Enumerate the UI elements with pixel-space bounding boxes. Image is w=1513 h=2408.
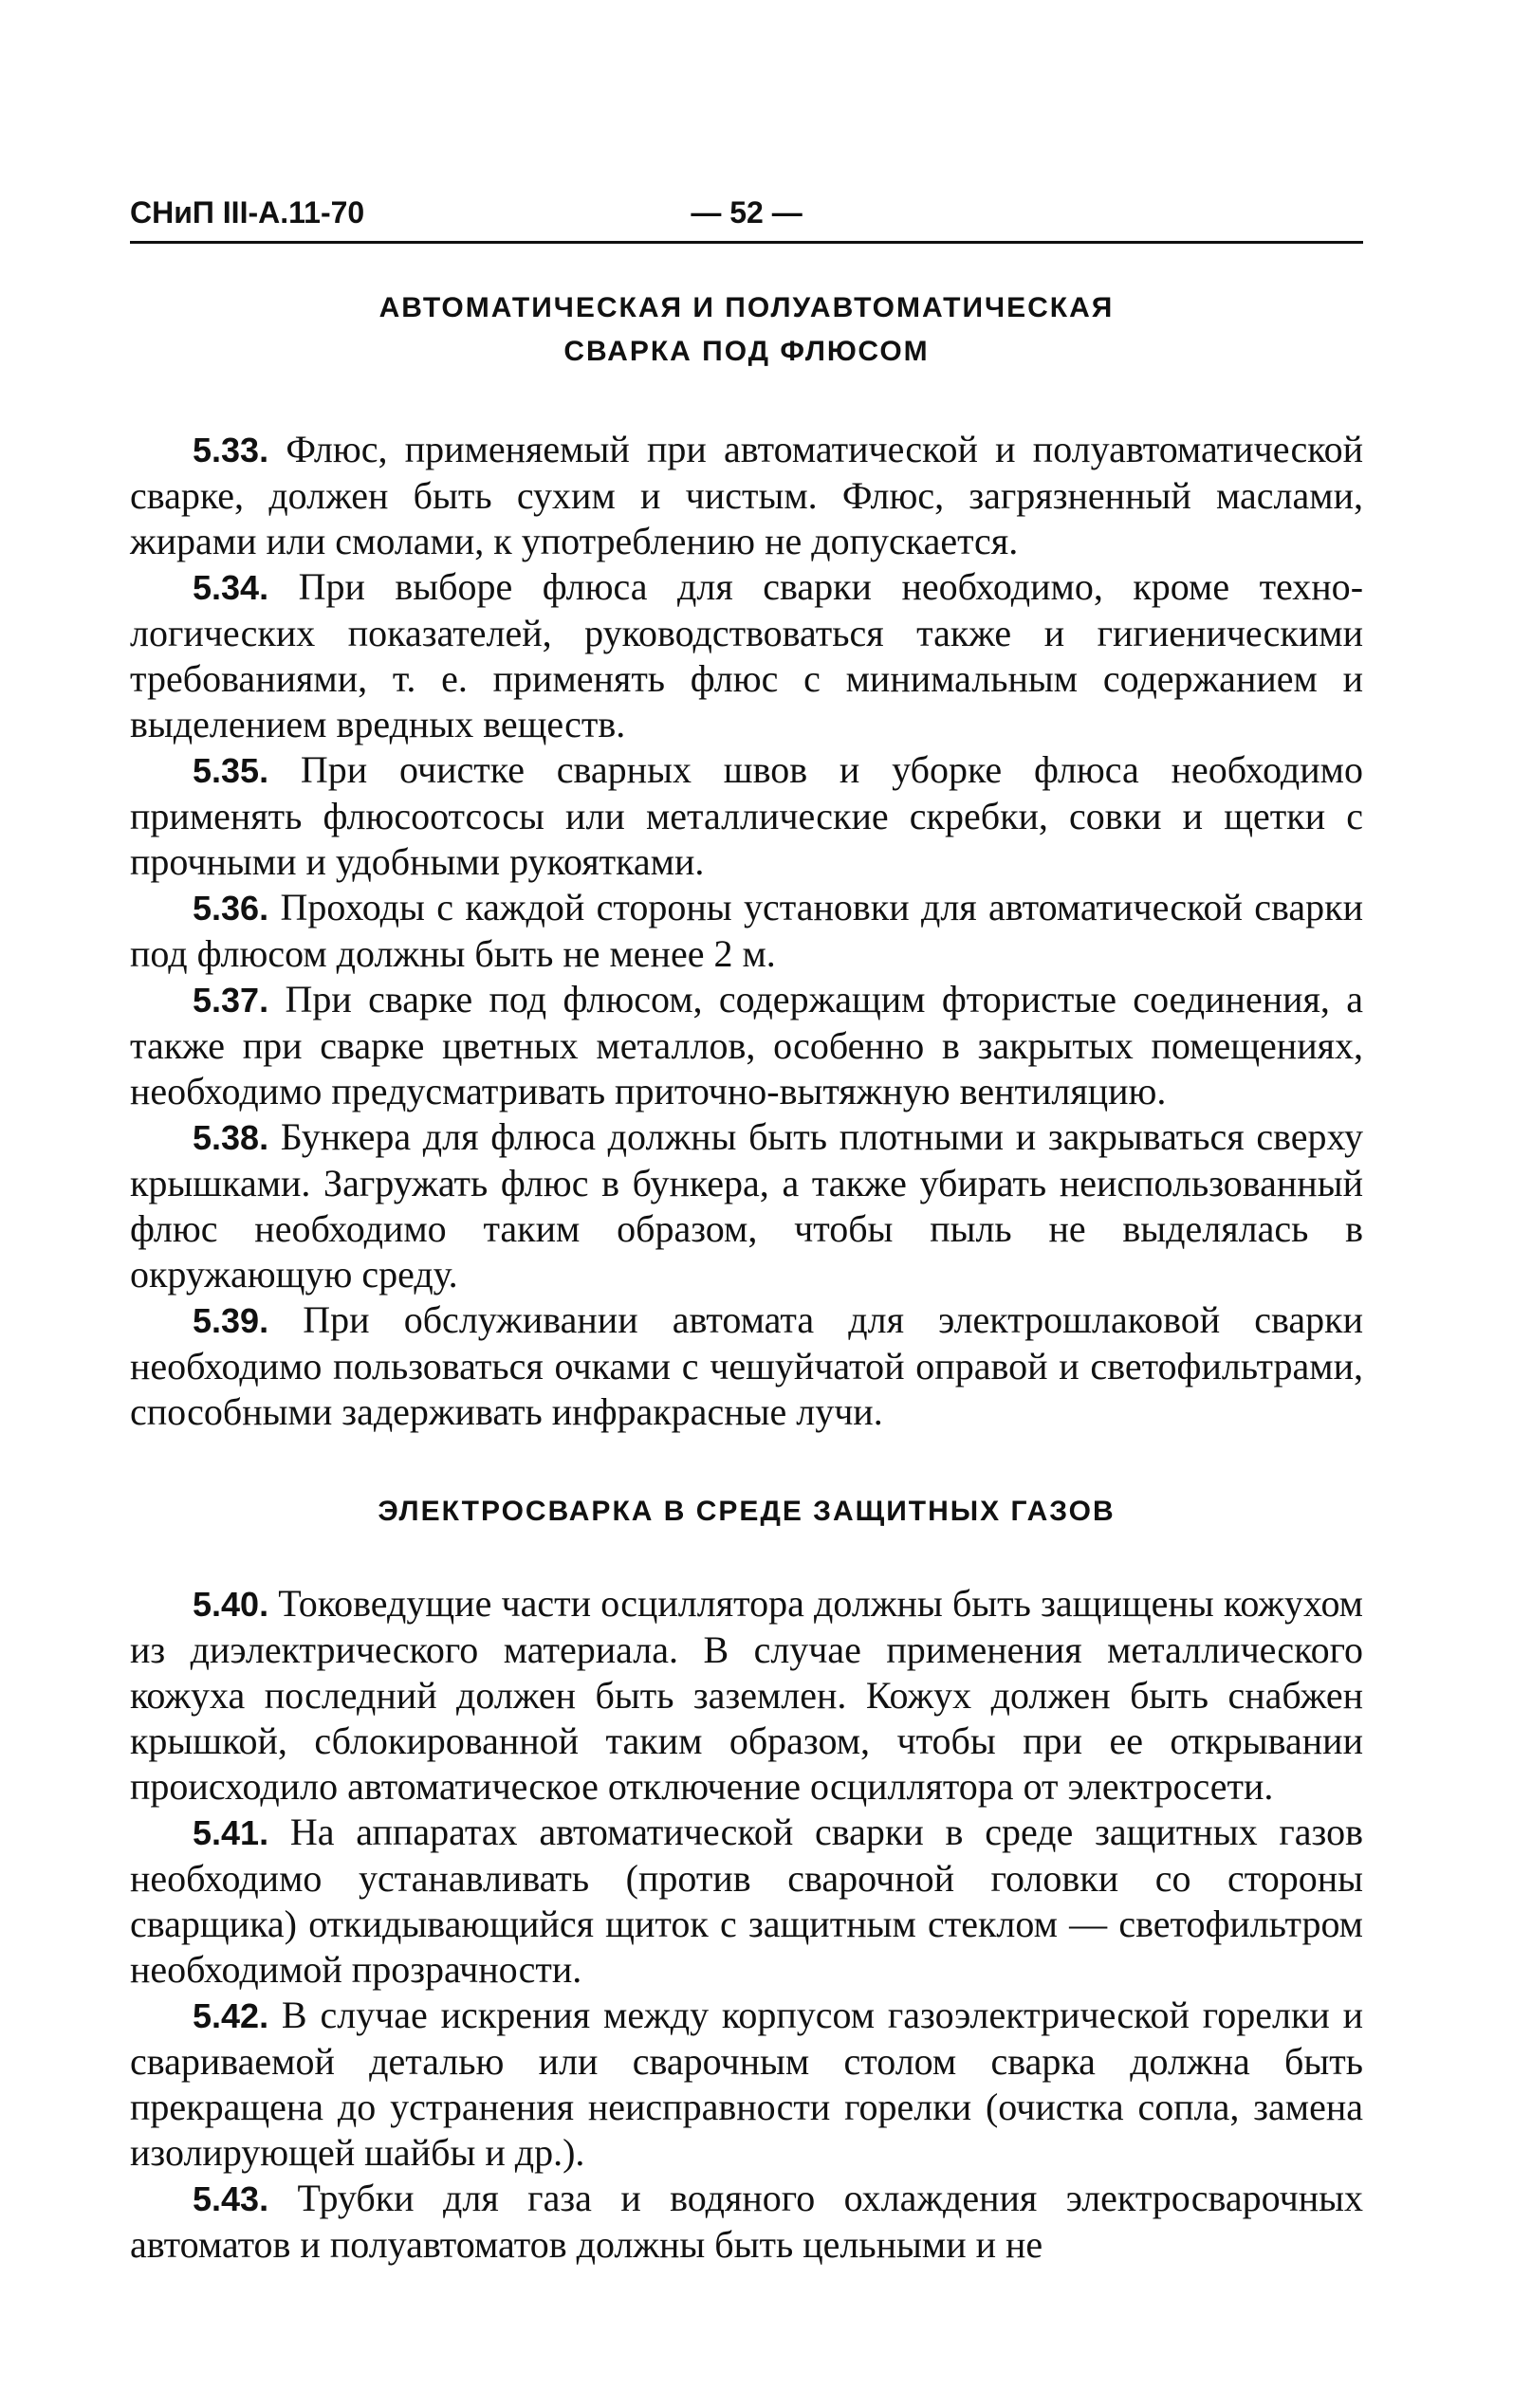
paragraph bbox=[130, 1810, 1363, 1993]
page-content bbox=[130, 275, 1363, 2268]
paragraph bbox=[130, 1993, 1363, 2176]
page-number: — 52 — bbox=[691, 195, 803, 230]
paragraph-number: 5.38. bbox=[193, 1118, 269, 1157]
paragraph-number: 5.42. bbox=[193, 1996, 269, 2035]
paragraph-text: Проходы с каждой стороны установки для автоматической сварки под флюсом должны быть не менее 2 м. bbox=[130, 886, 1363, 975]
paragraph-number: 5.41. bbox=[193, 1813, 269, 1852]
paragraph-text: Флюс, применяемый при автоматической и полуавтоматической сварке, должен быть сухим и чистым. Флюс, загрязненный маслами, жирами или смолами, к употреблению не допускается. bbox=[130, 428, 1364, 562]
section-body bbox=[130, 427, 1363, 1435]
paragraph-number: 5.43. bbox=[193, 2179, 269, 2218]
section-title bbox=[130, 286, 1363, 374]
section-body bbox=[130, 1581, 1363, 2268]
paragraph-number: 5.35. bbox=[193, 751, 269, 790]
paragraph bbox=[130, 2176, 1363, 2268]
paragraph-number: 5.34. bbox=[193, 568, 269, 607]
paragraph bbox=[130, 977, 1363, 1114]
doc-code: СНиП III-А.11-70 bbox=[130, 195, 365, 230]
section-title-line: ЭЛЕКТРОСВАРКА В СРЕДЕ ЗАЩИТНЫХ ГАЗОВ bbox=[378, 1496, 1116, 1527]
page-header bbox=[130, 190, 1363, 233]
paragraph-number: 5.39. bbox=[193, 1301, 269, 1340]
paragraph-number: 5.37. bbox=[193, 981, 269, 1020]
paragraph-text: В случае искрения между корпусом газоэлектрической горелки и свариваемой деталью или сварочным столом сварка должна быть прекращена до устранения неисправности горелки (очистка сопла, замена изолирующей шайбы и др.). bbox=[130, 1994, 1364, 2174]
section-title bbox=[130, 1490, 1363, 1534]
paragraph bbox=[130, 564, 1363, 747]
paragraph bbox=[130, 427, 1363, 564]
paragraph bbox=[130, 747, 1363, 885]
section-title-line: СВАРКА ПОД ФЛЮСОМ bbox=[563, 336, 930, 367]
section-title-line: АВТОМАТИЧЕСКАЯ И ПОЛУАВТОМАТИЧЕСКАЯ bbox=[378, 292, 1115, 323]
header-rule bbox=[130, 241, 1363, 244]
paragraph bbox=[130, 1114, 1363, 1297]
paragraph-number: 5.40. bbox=[193, 1585, 269, 1624]
paragraph-text: При обслуживании автомата для электрошлаковой сварки необходимо пользоваться очками с чешуйчатой оправой и светофильтрами, способными задерживать инфракрасные лучи. bbox=[130, 1298, 1363, 1433]
paragraph-text: При выборе флюса для сварки необходимо, кроме технологических показателей, руководствоваться также и гигиеническими требованиями, т. е. применять флюс с минимальным содержанием и выделением вредных веществ. bbox=[130, 565, 1364, 745]
paragraph-number: 5.33. bbox=[193, 431, 269, 469]
paragraph bbox=[130, 1297, 1363, 1435]
paragraph-text: Бункера для флюса должны быть плотными и закрываться сверху крышками. Загружать флюс в бункера, а также убирать неиспользованный флюс необходимо таким образом, чтобы пыль не выделялась в окружающую среду. bbox=[130, 1115, 1363, 1296]
paragraph-text: Трубки для газа и водяного охлаждения электросварочных автоматов и полуавтоматов должны быть цельными и не bbox=[130, 2177, 1364, 2266]
paragraph-text: На аппаратах автоматической сварки в среде защитных газов необходимо устанавливать (против сварочной головки со стороны сварщика) откидывающийся щиток с защитным стеклом — светофильтром необходимой прозрачности. bbox=[130, 1811, 1363, 1991]
paragraph-text: При сварке под флюсом, содержащим фтористые соединения, а также при сварке цветных металлов, особенно в закрытых помещениях, необходимо предусматривать приточно-вытяжную вентиляцию. bbox=[130, 978, 1364, 1112]
paragraph bbox=[130, 1581, 1363, 1810]
paragraph bbox=[130, 885, 1363, 977]
paragraph-number: 5.36. bbox=[193, 889, 269, 928]
paragraph-text: При очистке сварных швов и уборке флюса необходимо применять флюсоотсосы или металлические скребки, совки и щетки с прочными и удобными рукоятками. bbox=[130, 748, 1363, 883]
paragraph-text: Токоведущие части осциллятора должны быть защищены кожухом из диэлектрического материала. В случае применения металлического кожуха последний должен быть заземлен. Кожух должен быть снабжен крышкой, сблокированной таким образом, чтобы при ее открывании происходило автоматическое отключение осциллятора от электросети. bbox=[130, 1582, 1363, 1808]
